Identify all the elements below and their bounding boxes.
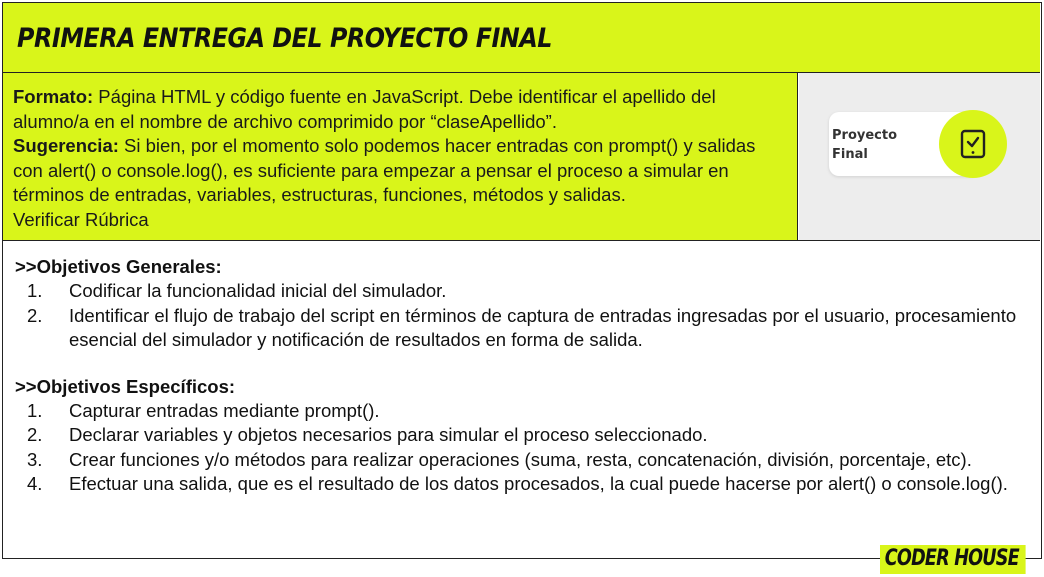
list-item [15, 399, 1025, 424]
sugerencia-label: Sugerencia: [13, 135, 119, 156]
objetivos-generales-heading: >>Objetivos Generales: [15, 256, 222, 277]
list-text: Capturar entradas mediante prompt(). [69, 399, 380, 421]
list-number: 1. [27, 399, 43, 421]
sugerencia-text: Si bien, por el momento solo podemos hacer entradas con prompt() y salidas con alert() o console.log(), es suficiente para empezar a pensar el proceso a simular en términos de entradas, variables, estructuras, funciones, métodos y salidas. [13, 135, 756, 205]
list-text: Declarar variables y objetos necesarios para simular el proceso seleccionado. [69, 424, 708, 445]
list-number: 3. [27, 448, 43, 470]
objetivos-especificos-heading: >>Objetivos Específicos: [15, 375, 236, 397]
list-item [15, 423, 1025, 448]
list-number: 4. [27, 473, 43, 494]
objetivos-especificos-list [15, 399, 1025, 497]
badge-panel [799, 73, 1040, 240]
list-number: 1. [27, 280, 43, 301]
coderhouse-logo: CODER HOUSE [880, 545, 1025, 574]
slide-frame [2, 2, 1042, 559]
page-title: PRIMERA ENTREGA DEL PROYECTO FINAL [17, 23, 553, 54]
objectives-section [15, 255, 1025, 497]
title-bar [3, 3, 1040, 73]
badge-line2: Final [832, 147, 868, 162]
badge-line1: Proyecto [832, 128, 898, 143]
list-text: Identificar el flujo de trabajo del script en términos de captura de entradas ingresadas por el usuario, procesamiento esencial del simulador y notificación de resultados en forma de salida. [69, 304, 1017, 350]
list-number: 2. [27, 424, 43, 445]
list-text: Crear funciones y/o métodos para realizar operaciones (suma, resta, concatenación, división, porcentaje, etc). [69, 448, 972, 470]
list-text: Codificar la funcionalidad inicial del simulador. [69, 280, 447, 301]
info-panel [3, 73, 798, 240]
formato-text: Página HTML y código fuente en JavaScript. Debe identificar el apellido del alumno/a en el nombre de archivo comprimido por “claseApellido”. [13, 86, 716, 132]
list-text: Efectuar una salida, que es el resultado de los datos procesados, la cual puede hacerse por alert() o console.log(). [69, 473, 1008, 494]
badge-label [832, 126, 922, 164]
list-item [15, 304, 1025, 353]
list-item [15, 448, 1025, 473]
rubrica-text: Verificar Rúbrica [13, 208, 149, 230]
info-row [3, 73, 1040, 241]
list-item [15, 279, 1025, 304]
list-item [15, 472, 1025, 497]
badge-circle [939, 110, 1007, 178]
list-number: 2. [27, 304, 43, 326]
formato-label: Formato: [13, 86, 94, 107]
objetivos-generales-list [15, 279, 1025, 353]
clipboard-check-icon [958, 128, 988, 160]
